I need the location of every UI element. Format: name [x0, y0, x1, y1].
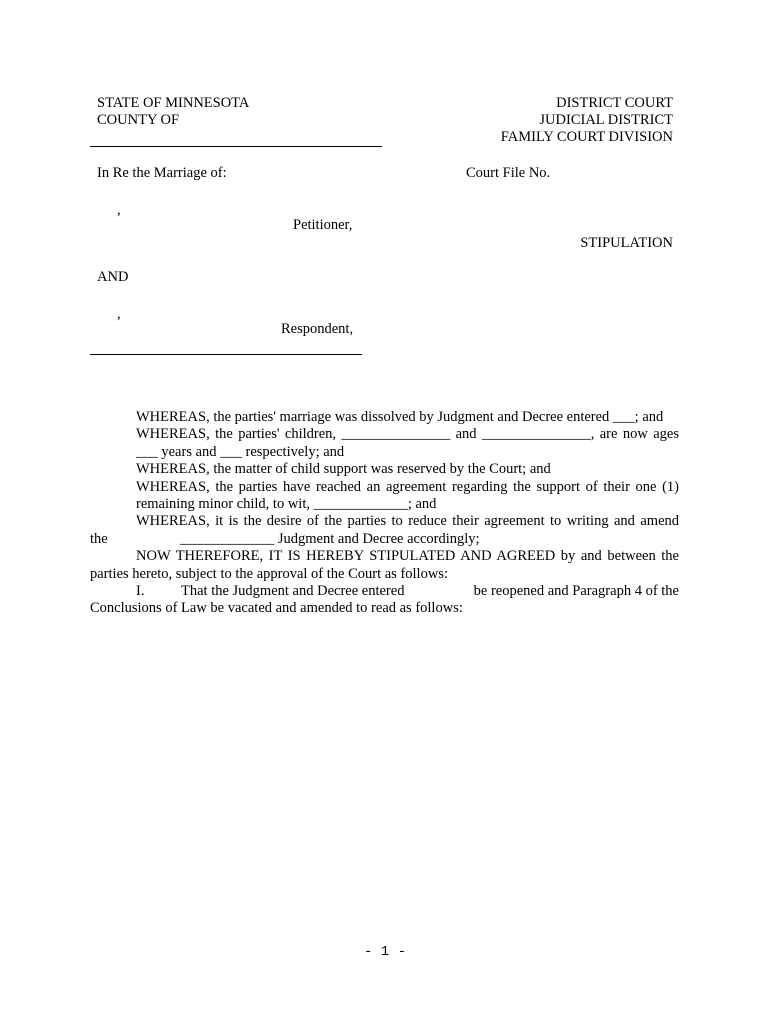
in-re-label: In Re the Marriage of:	[97, 165, 227, 181]
district-label: JUDICIAL DISTRICT	[539, 112, 673, 128]
whereas-5-rest: _____________ Judgment and Decree accordingly;	[180, 530, 480, 547]
division-label: FAMILY COURT DIVISION	[500, 129, 673, 145]
whereas-3: WHEREAS, the matter of child support was reserved by the Court; and	[136, 461, 551, 478]
item-1-text-b: be reopened and Paragraph 4 of the	[473, 583, 679, 600]
whereas-1: WHEREAS, the parties' marriage was dissolved by Judgment and Decree entered ___; and	[136, 409, 664, 425]
respondent-name-comma: ,	[117, 306, 121, 322]
whereas-4-line-1: WHEREAS, the parties have reached an agreement regarding the support of their one (1)	[136, 478, 679, 495]
now-therefore: NOW THEREFORE, IT IS HEREBY STIPULATED AND AGREED by and between the parties hereto, subject to the approval of the Court as follows:	[90, 548, 679, 582]
and-label: AND	[97, 269, 129, 285]
county-label: COUNTY OF	[97, 112, 180, 128]
court-file-label: Court File No.	[466, 165, 551, 181]
stipulation-body	[90, 409, 679, 618]
item-1-text-a: That the Judgment and Decree entered	[181, 583, 405, 600]
state-label: STATE OF MINNESOTA	[97, 95, 250, 111]
whereas-5-the: the	[90, 530, 108, 547]
page-number: - 1 -	[363, 944, 406, 960]
whereas-5-line-2	[90, 531, 679, 548]
item-1-line-2: Conclusions of Law be vacated and amended to read as follows:	[90, 600, 463, 617]
county-underline	[90, 146, 382, 147]
respondent-label: Respondent,	[281, 321, 354, 337]
whereas-5-line-1: WHEREAS, it is the desire of the parties to reduce their agreement to writing and amend	[136, 513, 679, 530]
whereas-2-line-1: WHEREAS, the parties' children, _______________ and _______________, are now ages	[136, 426, 679, 443]
whereas-4-line-2: remaining minor child, to wit, _____________; and	[136, 496, 437, 513]
item-1-number: I.	[136, 583, 145, 600]
item-1-line-1	[90, 583, 679, 600]
petitioner-label: Petitioner,	[293, 217, 353, 233]
petitioner-name-comma: ,	[117, 202, 121, 218]
whereas-2-line-2: ___ years and ___ respectively; and	[136, 443, 345, 460]
document-type: STIPULATION	[580, 235, 673, 251]
caption-underline	[90, 354, 362, 355]
court-label: DISTRICT COURT	[556, 95, 673, 111]
